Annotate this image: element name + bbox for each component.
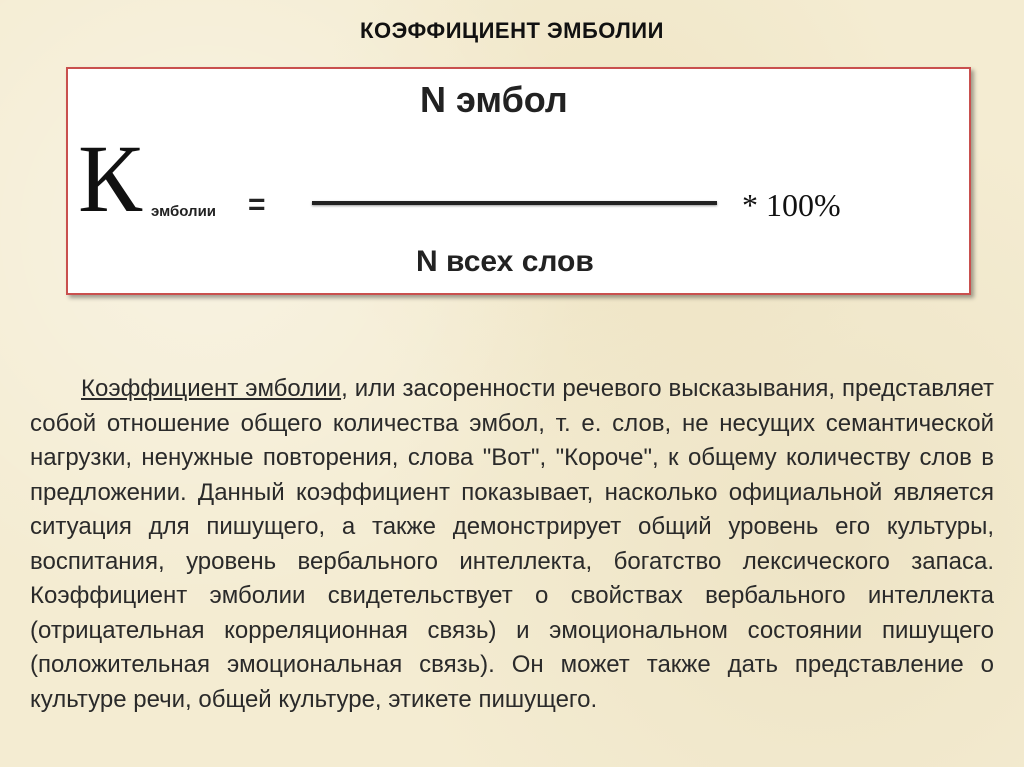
formula-numerator: N эмбол: [420, 79, 568, 120]
formula-k-letter: К: [78, 125, 143, 232]
paragraph-term: Коэффициент эмболии: [81, 375, 342, 402]
formula-k-subscript: эмболии: [151, 203, 217, 220]
formula-denominator: N всех слов: [416, 245, 594, 278]
formula-equals-sign: =: [248, 188, 266, 221]
paragraph-body: , или засоренности речевого высказывания, представляет собой отношение общего количества эмбол, т. е. слов, не несущих семантической нагрузки, ненужные повторения, слова "Вот", "Короче", к общему количеству слов в предложении. Данный коэффициент показывает, насколько официальной является ситуация для пишущего, а также демонстрирует общий уровень его культуры, воспитания, уровень вербального интеллекта, богатство лексического запаса. Коэффициент эмболии свидетельствует о свойствах вербального интеллекта (отрицательная корреляционная связь) и эмоциональном состоянии пишущего (положительная эмоциональная связь). Он может также дать представление о культуре речи, общей культуре, этикете пишущего.: [30, 375, 994, 713]
formula-fraction-line: [312, 201, 717, 205]
slide-title: КОЭФФИЦИЕНТ ЭМБОЛИИ: [360, 18, 664, 43]
formula-multiplier: * 100%: [742, 187, 841, 223]
description-paragraph: [30, 372, 994, 717]
formula-box: [66, 67, 971, 295]
